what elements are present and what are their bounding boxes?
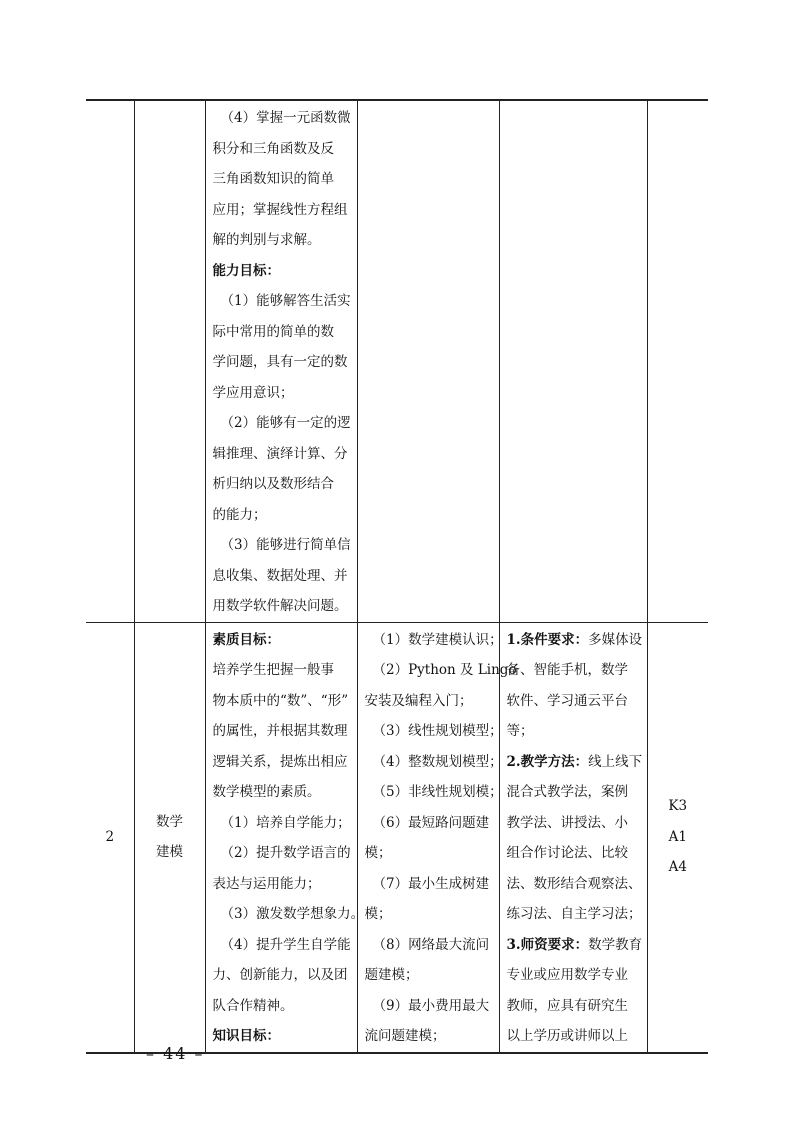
goal-line: 际中常用的简单的数	[212, 323, 334, 340]
goal-line: 队合作精神。	[212, 997, 294, 1014]
content-line: （1）数学建模认识；	[372, 631, 503, 648]
requirement-heading: 3.师资要求：	[506, 936, 589, 953]
content-line: （5）非线性规划模；	[372, 784, 503, 800]
ability-code: K3	[668, 798, 688, 815]
goals-list	[206, 623, 365, 1052]
requirement-text: 线上线下	[588, 753, 643, 770]
requirement-line	[507, 777, 640, 808]
goal-line: 力、创新能力，以及团	[212, 967, 348, 983]
goals-cell	[205, 100, 357, 622]
content-line: （4）整数规划模型；	[372, 753, 503, 770]
goal-line: 数学模型的素质。	[212, 784, 321, 800]
requirement-text: 以上学历或讲师以上	[506, 1028, 628, 1044]
content-cell	[357, 622, 517, 1053]
requirement-text: 组合作讨论法、比较	[506, 845, 628, 861]
requirement-line	[507, 991, 640, 1022]
goal-line: 析归纳以及数形结合	[212, 476, 334, 492]
requirements-cell	[499, 622, 647, 1053]
content-cell	[357, 100, 499, 622]
content-line: 题建模；	[364, 967, 419, 983]
requirement-line	[506, 930, 643, 961]
requirement-line	[507, 808, 640, 839]
requirement-text: 数学教育	[588, 936, 643, 953]
course-name-line: 建模	[156, 844, 183, 860]
requirement-line	[507, 716, 640, 747]
goal-line: （1）培养自学能力；	[220, 814, 351, 831]
requirement-line	[506, 747, 643, 778]
ability-code: A4	[668, 859, 687, 876]
goal-line: 培养学生把握一般事	[212, 662, 334, 678]
goal-line: 三角函数知识的简单	[212, 171, 334, 187]
goal-line: 的能力；	[212, 506, 267, 523]
requirement-line	[507, 899, 640, 930]
goal-line: 应用；掌握线性方程组	[212, 201, 348, 218]
row-number-cell	[86, 622, 134, 1053]
requirements-cell	[499, 100, 647, 622]
requirement-text: 混合式教学法，案例	[506, 784, 628, 800]
requirement-text: 备、智能手机，数学	[506, 662, 628, 678]
requirement-line	[507, 838, 640, 869]
content-line: 安装及编程入门；	[364, 692, 473, 709]
goals-list	[206, 101, 357, 622]
requirement-heading: 2.教学方法：	[506, 753, 589, 770]
table-row	[86, 622, 708, 1053]
course-name-line: 数学	[156, 813, 183, 830]
goal-line: 用数学软件解决问题。	[212, 598, 348, 614]
ability-code: A1	[668, 828, 687, 845]
footer-dash-left: –	[146, 1044, 156, 1063]
requirement-text: 多媒体设	[588, 631, 643, 648]
codes-cell	[647, 100, 708, 622]
goal-line: 辑推理、演绎计算、分	[212, 445, 348, 462]
goal-line: （3）激发数学想象力。	[220, 906, 365, 922]
course-name-cell	[134, 100, 205, 622]
requirement-text: 法、数形结合观察法、	[506, 875, 642, 892]
requirement-text: 教学法、讲授法、小	[506, 814, 628, 831]
row-number-cell	[86, 100, 134, 622]
goal-line: 解的判别与求解。	[212, 232, 321, 248]
goal-line: 学应用意识；	[212, 384, 294, 401]
goal-line: 息收集、数据处理、并	[212, 567, 348, 584]
goal-line: 积分和三角函数及反	[212, 140, 334, 157]
row-number: 2	[105, 828, 115, 845]
goal-line: 能力目标：	[212, 262, 280, 279]
requirement-text: 软件、学习通云平台	[506, 692, 628, 709]
goal-line: （2）提升数学语言的	[220, 845, 351, 861]
requirement-line	[507, 1021, 640, 1052]
requirement-line	[507, 686, 640, 717]
goal-line: （2）能够有一定的逻	[220, 415, 351, 431]
goal-line: 物本质中的“数”、“形”	[212, 692, 349, 709]
goal-line: （4）提升学生自学能	[220, 936, 351, 953]
course-name-cell	[134, 622, 205, 1053]
goal-line: （1）能够解答生活实	[220, 293, 351, 309]
codes-cell	[647, 622, 708, 1053]
content-line: （6）最短路问题建	[372, 814, 490, 831]
page-number: 44	[163, 1044, 188, 1063]
goal-line: （4）掌握一元函数微	[220, 110, 351, 126]
course-table	[86, 99, 708, 1054]
content-line: 流问题建模；	[364, 1028, 446, 1044]
requirement-heading: 1.条件要求：	[506, 631, 589, 648]
requirement-line	[507, 960, 640, 991]
content-line: 模；	[364, 845, 392, 861]
content-line: （9）最小费用最大	[372, 997, 490, 1014]
content-list	[358, 623, 517, 1052]
footer-dash-right: –	[194, 1044, 205, 1063]
goal-line: 的属性，并根据其数理	[212, 723, 348, 739]
content-line: （8）网络最大流问	[372, 936, 490, 953]
content-line: （7）最小生成树建	[372, 875, 490, 892]
goal-line: 学问题，具有一定的数	[212, 354, 348, 370]
requirement-text: 教师，应具有研究生	[506, 997, 628, 1014]
requirements-list	[500, 623, 647, 1052]
requirement-line	[507, 655, 640, 686]
requirement-line	[506, 625, 643, 656]
requirement-text: 专业或应用数学专业	[506, 967, 628, 983]
goal-line: 表达与运用能力；	[212, 875, 321, 892]
requirement-text: 练习法、自主学习法；	[506, 906, 642, 922]
requirement-line	[507, 869, 640, 900]
goals-cell	[205, 622, 365, 1053]
goal-line: 知识目标：	[212, 1028, 280, 1044]
content-line: （3）线性规划模型；	[372, 723, 503, 739]
content-line: （2）Python 及 Lingo	[372, 662, 517, 678]
content-line: 模；	[364, 906, 392, 922]
goal-line: （3）能够进行简单信	[220, 537, 351, 553]
goal-line: 逻辑关系，提炼出相应	[212, 753, 348, 770]
requirement-text: 等；	[506, 723, 534, 739]
table-row	[86, 100, 708, 622]
goal-line: 素质目标：	[212, 631, 280, 648]
page-footer	[146, 1044, 205, 1063]
